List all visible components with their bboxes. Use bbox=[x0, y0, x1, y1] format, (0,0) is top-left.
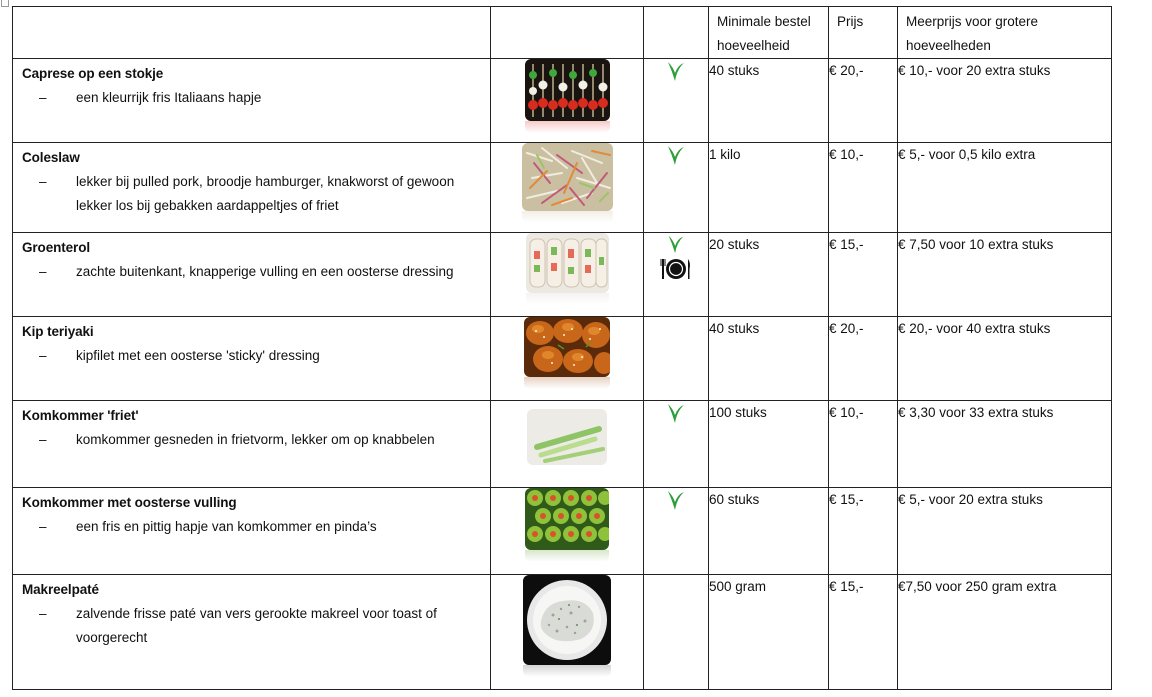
price-cell: € 15,- bbox=[829, 233, 898, 317]
photo-reflection bbox=[523, 665, 611, 677]
cucumber-sticks-photo bbox=[527, 409, 607, 465]
dish-description: zalvende frisse paté van vers gerookte makreel voor toast of voorgerecht bbox=[76, 606, 437, 645]
extra-price-cell: €7,50 voor 250 gram extra bbox=[898, 575, 1112, 690]
photo-cell bbox=[491, 317, 644, 401]
table-row bbox=[13, 143, 1112, 233]
dish-cell: Komkommer met oosterse vulling – een fris en pittig hapje van komkommer en pinda’s bbox=[13, 488, 491, 575]
caprese-photo bbox=[525, 59, 610, 121]
dish-cell: Kip teriyaki – kipfilet met een oosterse 'sticky' dressing bbox=[13, 317, 491, 401]
dish-cell: Groenterol – zachte buitenkant, knapperige vulling en een oosterse dressing bbox=[13, 233, 491, 317]
coleslaw-photo bbox=[522, 143, 613, 211]
dish-cell: Coleslaw – lekker bij pulled pork, broodje hamburger, knakworst of gewoon lekker los bij gebakken aardappeltjes of friet bbox=[13, 143, 491, 233]
dish-title: Komkommer met oosterse vulling bbox=[22, 495, 237, 510]
min-qty-cell: 20 stuks bbox=[709, 233, 829, 317]
leaf-icon bbox=[665, 143, 687, 167]
dish-title: Makreelpaté bbox=[22, 582, 99, 597]
dish-description: een kleurrijk fris Italiaans hapje bbox=[76, 90, 262, 105]
chicken-teriyaki-photo bbox=[524, 317, 610, 377]
table-row bbox=[13, 575, 1112, 690]
photo-reflection bbox=[525, 121, 610, 133]
icon-cell bbox=[644, 488, 709, 575]
dish-title: Komkommer 'friet' bbox=[22, 408, 139, 423]
mackerel-pate-photo bbox=[523, 575, 611, 665]
header-price: Prijs bbox=[829, 7, 898, 59]
leaf-icon bbox=[665, 401, 687, 425]
extra-price-cell: € 20,- voor 40 extra stuks bbox=[898, 317, 1112, 401]
photo-cell bbox=[491, 575, 644, 690]
min-qty-cell: 40 stuks bbox=[709, 59, 829, 143]
icon-cell bbox=[644, 233, 709, 317]
photo-cell bbox=[491, 488, 644, 575]
min-qty-cell: 60 stuks bbox=[709, 488, 829, 575]
dish-cell: Caprese op een stokje – een kleurrijk fris Italiaans hapje bbox=[13, 59, 491, 143]
table-row bbox=[13, 233, 1112, 317]
price-cell: € 20,- bbox=[829, 317, 898, 401]
dish-description: zachte buitenkant, knapperige vulling en een oosterse dressing bbox=[76, 264, 454, 279]
table-row bbox=[13, 488, 1112, 575]
price-cell: € 10,- bbox=[829, 401, 898, 488]
dish-title: Caprese op een stokje bbox=[22, 66, 164, 81]
leaf-icon bbox=[665, 59, 687, 83]
photo-reflection bbox=[522, 211, 613, 223]
min-qty-cell: 40 stuks bbox=[709, 317, 829, 401]
dish-title: Coleslaw bbox=[22, 150, 80, 165]
leaf-icon bbox=[665, 488, 687, 512]
dish-description: een fris en pittig hapje van komkommer en pinda’s bbox=[76, 519, 377, 534]
dish-cell: Komkommer 'friet' – komkommer gesneden in frietvorm, lekker om op knabbelen bbox=[13, 401, 491, 488]
header-min-qty: Minimale bestel hoeveelheid bbox=[709, 7, 829, 59]
icon-cell bbox=[644, 317, 709, 401]
spring-rolls-photo bbox=[526, 233, 609, 293]
photo-reflection bbox=[524, 377, 610, 389]
header-row bbox=[13, 7, 1112, 59]
price-cell: € 20,- bbox=[829, 59, 898, 143]
photo-cell bbox=[491, 59, 644, 143]
price-cell: € 15,- bbox=[829, 575, 898, 690]
photo-cell bbox=[491, 143, 644, 233]
min-qty-cell: 100 stuks bbox=[709, 401, 829, 488]
icon-cell bbox=[644, 575, 709, 690]
extra-price-cell: € 10,- voor 20 extra stuks bbox=[898, 59, 1112, 143]
extra-price-cell: € 3,30 voor 33 extra stuks bbox=[898, 401, 1112, 488]
min-qty-cell: 500 gram bbox=[709, 575, 829, 690]
header-extra: Meerprijs voor grotere hoeveelheden bbox=[898, 7, 1112, 59]
dish-title: Kip teriyaki bbox=[22, 324, 94, 339]
icon-cell bbox=[644, 59, 709, 143]
stuffed-cucumber-photo bbox=[525, 488, 609, 550]
extra-price-cell: € 7,50 voor 10 extra stuks bbox=[898, 233, 1112, 317]
photo-cell bbox=[491, 401, 644, 488]
extra-price-cell: € 5,- voor 20 extra stuks bbox=[898, 488, 1112, 575]
header-photo bbox=[491, 7, 644, 59]
anchor-marker bbox=[1, 0, 9, 7]
photo-reflection bbox=[525, 550, 609, 562]
photo-reflection bbox=[526, 293, 609, 305]
extra-price-cell: € 5,- voor 0,5 kilo extra bbox=[898, 143, 1112, 233]
table-row bbox=[13, 401, 1112, 488]
header-dish bbox=[13, 7, 491, 59]
icon-cell bbox=[644, 143, 709, 233]
dish-title: Groenterol bbox=[22, 240, 91, 255]
table-row bbox=[13, 317, 1112, 401]
header-icon bbox=[644, 7, 709, 59]
icon-cell bbox=[644, 401, 709, 488]
plate-icon bbox=[659, 257, 693, 281]
dish-cell: Makreelpaté – zalvende frisse paté van vers gerookte makreel voor toast of voorgerecht bbox=[13, 575, 491, 690]
price-cell: € 10,- bbox=[829, 143, 898, 233]
leaf-icon bbox=[665, 233, 687, 255]
min-qty-cell: 1 kilo bbox=[709, 143, 829, 233]
price-cell: € 15,- bbox=[829, 488, 898, 575]
dish-description: kipfilet met een oosterse 'sticky' dressing bbox=[76, 348, 320, 363]
photo-cell bbox=[491, 233, 644, 317]
dish-description: lekker bij pulled pork, broodje hamburger, knakworst of gewoon lekker los bij gebakken aardappeltjes of friet bbox=[76, 174, 455, 213]
catering-menu-table bbox=[12, 6, 1112, 690]
dish-description: komkommer gesneden in frietvorm, lekker om op knabbelen bbox=[76, 432, 435, 447]
table-row bbox=[13, 59, 1112, 143]
